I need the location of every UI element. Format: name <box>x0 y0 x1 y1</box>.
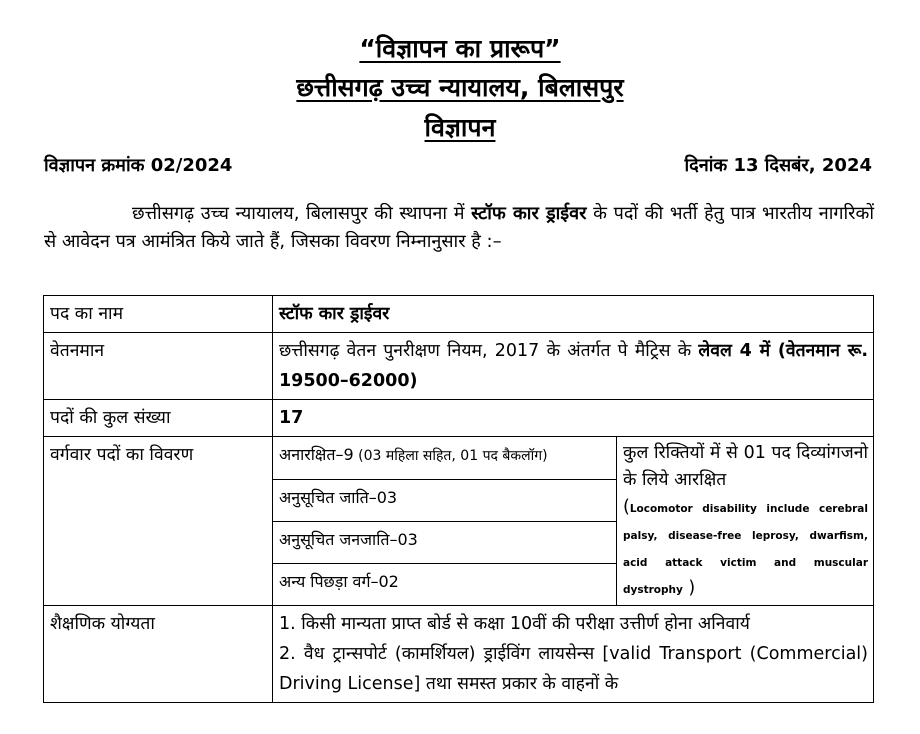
pay-scale-value <box>273 333 874 400</box>
format-title: “विज्ञापन का प्रारूप” <box>359 34 561 63</box>
intro-post-name: स्टॉफ कार ड्राईवर <box>471 203 587 224</box>
qualification-label: शैक्षणिक योग्यता <box>44 606 273 703</box>
intro-text-1: छत्तीसगढ़ उच्च न्यायालय, बिलासपुर की स्थापना में <box>132 203 472 224</box>
category-sc: अनुसूचित जाति–03 <box>273 480 617 522</box>
post-name-label: पद का नाम <box>44 296 273 333</box>
intro-paragraph <box>44 200 874 256</box>
row-pay-scale <box>44 333 874 400</box>
advertisement-date: दिनांक 13 दिसबंर, 2024 <box>684 155 872 176</box>
disability-note: Locomotor disability include cerebral palsy, disease-free leprosy, dwarfism, acid attack victim and muscular dystrophy <box>623 503 868 596</box>
row-category-1 <box>44 437 874 480</box>
total-posts-value: 17 <box>273 400 874 437</box>
qualification-item-1: 1. किसी मान्यता प्राप्त बोर्ड से कक्षा 10वीं की परीक्षा उत्तीर्ण होना अनिवार्य <box>279 614 750 634</box>
pay-scale-text: छत्तीसगढ़ वेतन पुनरीक्षण नियम, 2017 के अंतर्गत पे मैट्रिस के <box>279 341 699 361</box>
document-title: विज्ञापन <box>424 113 496 142</box>
pay-scale-level: लेवल 4 में (वेतनमान रू. 19500–62000) <box>279 341 868 391</box>
pay-scale-label: वेतनमान <box>44 333 273 400</box>
disability-close: ) <box>682 578 696 598</box>
disability-open: ( <box>623 497 630 517</box>
category-obc: अन्य पिछड़ा वर्ग–02 <box>273 564 617 606</box>
total-posts-label: पदों की कुल संख्या <box>44 400 273 437</box>
reference-line <box>44 153 872 179</box>
category-st: अनुसूचित जनजाति–03 <box>273 522 617 564</box>
court-name: छत्तीसगढ़ उच्च न्यायालय, बिलासपुर <box>296 73 624 102</box>
divyang-reservation <box>617 437 874 606</box>
row-post-name <box>44 296 874 333</box>
row-total-posts <box>44 400 874 437</box>
qualification-item-2: 2. वैध ट्रान्सपोर्ट (कामर्शियल) ड्राईविंग लायसेन्स [valid Transport (Commercial) Driving License] तथा समस्त प्रकार के वाहनों के <box>279 644 868 694</box>
qualification-value <box>273 606 874 703</box>
category-unreserved <box>273 437 617 480</box>
divyang-text: कुल रिक्तियों में से 01 पद दिव्यांगजनो के लिये आरक्षित <box>623 443 868 490</box>
category-label: वर्गवार पदों का विवरण <box>44 437 273 606</box>
unreserved-note: (03 महिला सहित, 01 पद बैकलॉग) <box>353 448 548 464</box>
post-name-value: स्टॉफ कार ड्राईवर <box>273 296 874 333</box>
details-table <box>43 295 874 703</box>
unreserved-count: अनारक्षित–9 <box>279 445 354 464</box>
advertisement-number: विज्ञापन क्रमांक 02/2024 <box>44 155 233 176</box>
row-qualification <box>44 606 874 703</box>
intro-text-2: के पदों की भर्ती हेतु पात्र भारतीय नागरिकों से आवेदन पत्र आमंत्रित किये जाते हैं, जिसका विवरण निम्नानुसार है :– <box>44 203 875 252</box>
